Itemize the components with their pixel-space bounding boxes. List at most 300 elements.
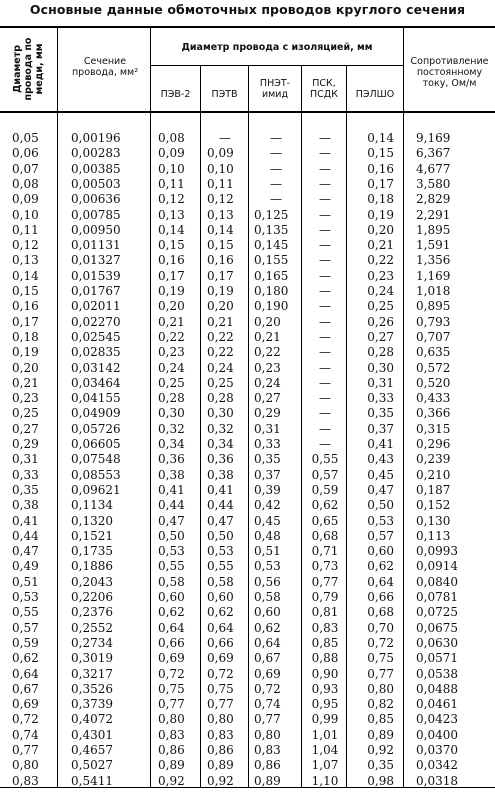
cell-psk: — bbox=[319, 161, 331, 176]
cell-psk: — bbox=[319, 299, 331, 314]
cell-section: 0,09621 bbox=[71, 482, 121, 497]
cell-resistance: 0,239 bbox=[416, 452, 451, 467]
cell-petv: 0,58 bbox=[207, 574, 234, 589]
cell-pnet: 0,21 bbox=[254, 329, 281, 344]
table-row bbox=[0, 468, 495, 483]
cell-petv: 0,30 bbox=[207, 406, 234, 421]
cell-pev2: 0,86 bbox=[158, 743, 185, 757]
cell-pnet: 0,64 bbox=[254, 635, 281, 650]
cell-section: 0,00385 bbox=[71, 161, 121, 176]
cell-diameter-copper: 0,09 bbox=[12, 192, 39, 207]
cell-pev2: 0,60 bbox=[158, 590, 185, 604]
cell-psk: — bbox=[319, 146, 331, 161]
cell-diameter-copper: 0,49 bbox=[12, 559, 39, 574]
cell-pelsho: 0,89 bbox=[367, 727, 394, 742]
table-row bbox=[0, 529, 495, 544]
cell-pelsho: 0,21 bbox=[367, 238, 394, 253]
cell-resistance: 0,0488 bbox=[416, 681, 458, 696]
cell-diameter-copper: 0,69 bbox=[12, 697, 39, 712]
table-row bbox=[0, 621, 495, 636]
table-row bbox=[0, 177, 495, 192]
cell-pnet: 0,155 bbox=[254, 253, 289, 268]
cell-pelsho: 0,35 bbox=[367, 406, 394, 421]
cell-diameter-copper: 0,08 bbox=[12, 176, 39, 191]
cell-psk: 0,83 bbox=[311, 620, 339, 635]
cell-section: 0,04909 bbox=[71, 406, 121, 421]
table-row bbox=[0, 590, 495, 605]
cell-pnet: — bbox=[270, 176, 282, 191]
cell-resistance: 0,0914 bbox=[416, 559, 458, 574]
cell-pnet: 0,67 bbox=[254, 651, 281, 666]
table-row bbox=[0, 651, 495, 666]
cell-pelsho: 0,20 bbox=[367, 222, 394, 237]
cell-petv: 0,86 bbox=[207, 743, 234, 757]
cell-pelsho: 0,45 bbox=[367, 467, 394, 482]
cell-psk: 0,79 bbox=[311, 590, 339, 604]
cell-psk: 0,73 bbox=[311, 559, 339, 574]
table-row bbox=[0, 376, 495, 391]
cell-psk: 0,81 bbox=[311, 605, 339, 620]
cell-pelsho: 0,16 bbox=[367, 161, 394, 176]
cell-resistance: 3,580 bbox=[416, 176, 451, 191]
cell-resistance: 1,895 bbox=[416, 222, 451, 237]
cell-psk: 0,59 bbox=[311, 482, 339, 497]
cell-pev2: 0,77 bbox=[158, 697, 185, 712]
cell-pelsho: 0,22 bbox=[367, 253, 394, 268]
cell-psk: 0,90 bbox=[311, 666, 339, 681]
cell-petv: 0,38 bbox=[207, 467, 234, 482]
table-row bbox=[0, 284, 495, 299]
cell-psk: 0,62 bbox=[311, 498, 339, 513]
cell-pnet: 0,77 bbox=[254, 712, 281, 727]
cell-psk: 0,71 bbox=[311, 544, 339, 559]
cell-pnet: — bbox=[270, 161, 282, 176]
cell-resistance: 0,0423 bbox=[416, 712, 458, 727]
header-pelsho: ПЭЛШО bbox=[355, 89, 395, 100]
cell-psk: — bbox=[319, 437, 331, 451]
cell-psk: 0,88 bbox=[311, 651, 339, 666]
header-petv: ПЭТВ bbox=[211, 89, 238, 100]
table-row bbox=[0, 743, 495, 758]
cell-psk: — bbox=[319, 375, 331, 390]
cell-resistance: 2,291 bbox=[416, 207, 451, 222]
cell-psk: 0,77 bbox=[311, 574, 339, 589]
cell-psk: — bbox=[319, 360, 331, 375]
cell-pev2: 0,22 bbox=[158, 329, 185, 344]
cell-section: 0,1735 bbox=[71, 544, 113, 559]
cell-pev2: 0,55 bbox=[158, 559, 185, 574]
table-row bbox=[0, 345, 495, 360]
cell-diameter-copper: 0,72 bbox=[12, 712, 39, 727]
cell-psk: — bbox=[319, 314, 331, 329]
cell-pnet: 0,45 bbox=[254, 513, 281, 528]
cell-pnet: 0,180 bbox=[254, 284, 289, 298]
table-row bbox=[0, 452, 495, 467]
cell-psk: — bbox=[319, 345, 331, 360]
cell-resistance: 0,0571 bbox=[416, 651, 458, 666]
cell-pelsho: 0,24 bbox=[367, 284, 394, 298]
header-resistance: Сопротивление постоянному току, Ом/м bbox=[410, 56, 489, 89]
cell-pnet: 0,60 bbox=[254, 605, 281, 620]
cell-psk: — bbox=[319, 222, 331, 237]
cell-petv: 0,69 bbox=[207, 651, 234, 666]
cell-pev2: 0,15 bbox=[158, 238, 185, 253]
cell-psk: 1,10 bbox=[311, 773, 339, 788]
cell-section: 0,3526 bbox=[71, 681, 113, 696]
cell-pev2: 0,08 bbox=[158, 131, 185, 145]
cell-pelsho: 0,53 bbox=[367, 513, 394, 528]
cell-diameter-copper: 0,35 bbox=[12, 482, 39, 497]
cell-resistance: 0,793 bbox=[416, 314, 451, 329]
header-pev2: ПЭВ-2 bbox=[160, 89, 191, 100]
table-row bbox=[0, 697, 495, 712]
cell-pelsho: 0,23 bbox=[367, 268, 394, 283]
cell-pnet: 0,53 bbox=[254, 559, 281, 574]
cell-resistance: 4,677 bbox=[416, 161, 451, 176]
cell-pnet: 0,125 bbox=[254, 207, 289, 222]
cell-section: 0,1521 bbox=[71, 528, 113, 543]
header-pnet-imid: ПНЭТ- имид bbox=[259, 78, 291, 100]
cell-diameter-copper: 0,15 bbox=[12, 284, 39, 298]
cell-pev2: 0,66 bbox=[158, 635, 185, 650]
cell-section: 0,01131 bbox=[71, 238, 121, 253]
cell-section: 0,1886 bbox=[71, 559, 113, 574]
cell-pev2: 0,28 bbox=[158, 391, 185, 406]
cell-pelsho: 0,80 bbox=[367, 681, 394, 696]
cell-pev2: 0,16 bbox=[158, 253, 185, 268]
cell-petv: 0,15 bbox=[207, 238, 234, 253]
cell-resistance: 1,169 bbox=[416, 268, 451, 283]
cell-diameter-copper: 0,18 bbox=[12, 329, 39, 344]
table-row bbox=[0, 437, 495, 452]
cell-psk: 1,07 bbox=[311, 758, 339, 773]
cell-diameter-copper: 0,27 bbox=[12, 421, 39, 436]
table-title: Основные данные обмоточных проводов круглого сечения bbox=[29, 2, 466, 17]
cell-pelsho: 0,70 bbox=[367, 620, 394, 635]
cell-pev2: 0,75 bbox=[158, 681, 185, 696]
cell-diameter-copper: 0,12 bbox=[12, 238, 39, 253]
cell-diameter-copper: 0,57 bbox=[12, 620, 39, 635]
cell-resistance: 1,356 bbox=[416, 253, 451, 268]
table-row bbox=[0, 682, 495, 697]
table-row bbox=[0, 514, 495, 529]
cell-diameter-copper: 0,20 bbox=[12, 360, 39, 375]
cell-petv: 0,89 bbox=[207, 758, 234, 773]
table-row bbox=[0, 131, 495, 146]
cell-diameter-copper: 0,23 bbox=[12, 391, 39, 406]
cell-pelsho: 0,98 bbox=[367, 773, 394, 788]
cell-pev2: 0,11 bbox=[158, 176, 185, 191]
cell-petv: 0,12 bbox=[207, 192, 234, 207]
cell-pev2: 0,83 bbox=[158, 727, 185, 742]
cell-petv: 0,80 bbox=[207, 712, 234, 727]
cell-section: 0,3019 bbox=[71, 651, 113, 666]
cell-resistance: 0,572 bbox=[416, 360, 451, 375]
cell-psk: — bbox=[319, 131, 331, 145]
cell-pev2: 0,32 bbox=[158, 421, 185, 436]
cell-pev2: 0,14 bbox=[158, 222, 185, 237]
cell-resistance: 0,0840 bbox=[416, 574, 458, 589]
cell-pev2: 0,41 bbox=[158, 482, 185, 497]
table-row bbox=[0, 712, 495, 727]
cell-psk: 0,93 bbox=[311, 681, 339, 696]
table-row bbox=[0, 728, 495, 743]
cell-section: 0,00196 bbox=[71, 131, 121, 145]
table-row bbox=[0, 299, 495, 314]
table-row bbox=[0, 162, 495, 177]
cell-petv: 0,14 bbox=[207, 222, 234, 237]
header-section: Сечение провода, мм² bbox=[71, 56, 139, 78]
cell-section: 0,5027 bbox=[71, 758, 113, 773]
cell-pnet: 0,23 bbox=[254, 360, 281, 375]
cell-pnet: 0,62 bbox=[254, 620, 281, 635]
cell-diameter-copper: 0,83 bbox=[12, 773, 39, 788]
cell-diameter-copper: 0,33 bbox=[12, 467, 39, 482]
cell-pelsho: 0,27 bbox=[367, 329, 394, 344]
cell-pnet: 0,190 bbox=[254, 299, 289, 314]
cell-diameter-copper: 0,17 bbox=[12, 314, 39, 329]
cell-section: 0,08553 bbox=[71, 467, 121, 482]
cell-pnet: 0,42 bbox=[254, 498, 281, 513]
cell-pev2: 0,23 bbox=[158, 345, 185, 360]
cell-petv: 0,47 bbox=[207, 513, 234, 528]
cell-section: 0,3739 bbox=[71, 697, 113, 712]
cell-resistance: 0,0781 bbox=[416, 590, 458, 604]
cell-section: 0,06605 bbox=[71, 437, 121, 451]
table-row bbox=[0, 636, 495, 651]
cell-section: 0,01327 bbox=[71, 253, 121, 268]
cell-section: 0,2043 bbox=[71, 574, 113, 589]
cell-section: 0,4301 bbox=[71, 727, 113, 742]
cell-petv: 0,44 bbox=[207, 498, 234, 513]
cell-petv: 0,17 bbox=[207, 268, 234, 283]
cell-pnet: 0,83 bbox=[254, 743, 281, 757]
cell-resistance: 1,591 bbox=[416, 238, 451, 253]
cell-pelsho: 0,35 bbox=[367, 758, 394, 773]
cell-pelsho: 0,18 bbox=[367, 192, 394, 207]
cell-pev2: 0,62 bbox=[158, 605, 185, 620]
cell-pnet: 0,74 bbox=[254, 697, 281, 712]
cell-psk: — bbox=[319, 253, 331, 268]
cell-petv: 0,10 bbox=[207, 161, 234, 176]
cell-pev2: 0,44 bbox=[158, 498, 185, 513]
cell-diameter-copper: 0,80 bbox=[12, 758, 39, 773]
cell-pelsho: 0,92 bbox=[367, 743, 394, 757]
cell-pelsho: 0,77 bbox=[367, 666, 394, 681]
cell-section: 0,4072 bbox=[71, 712, 113, 727]
cell-pnet: — bbox=[270, 131, 282, 145]
table-row bbox=[0, 498, 495, 513]
cell-pnet: 0,80 bbox=[254, 727, 281, 742]
cell-section: 0,01539 bbox=[71, 268, 121, 283]
cell-pev2: 0,92 bbox=[158, 773, 185, 788]
cell-resistance: 1,018 bbox=[416, 284, 451, 298]
cell-diameter-copper: 0,64 bbox=[12, 666, 39, 681]
cell-resistance: 0,707 bbox=[416, 329, 451, 344]
cell-section: 0,00636 bbox=[71, 192, 121, 207]
cell-diameter-copper: 0,07 bbox=[12, 161, 39, 176]
table-row bbox=[0, 315, 495, 330]
cell-diameter-copper: 0,44 bbox=[12, 528, 39, 543]
cell-diameter-copper: 0,47 bbox=[12, 544, 39, 559]
cell-resistance: 0,0461 bbox=[416, 697, 458, 712]
cell-diameter-copper: 0,14 bbox=[12, 268, 39, 283]
cell-section: 0,3217 bbox=[71, 666, 113, 681]
cell-diameter-copper: 0,41 bbox=[12, 513, 39, 528]
cell-diameter-copper: 0,38 bbox=[12, 498, 39, 513]
cell-section: 0,02545 bbox=[71, 329, 121, 344]
cell-pev2: 0,21 bbox=[158, 314, 185, 329]
table-row bbox=[0, 208, 495, 223]
cell-pnet: 0,20 bbox=[254, 314, 281, 329]
cell-resistance: 0,0318 bbox=[416, 773, 458, 788]
cell-pelsho: 0,37 bbox=[367, 421, 394, 436]
cell-resistance: 0,0400 bbox=[416, 727, 458, 742]
cell-pelsho: 0,85 bbox=[367, 712, 394, 727]
cell-resistance: 0,315 bbox=[416, 421, 451, 436]
cell-pnet: 0,89 bbox=[254, 773, 281, 788]
cell-pev2: 0,17 bbox=[158, 268, 185, 283]
cell-section: 0,00283 bbox=[71, 146, 121, 161]
table-row bbox=[0, 361, 495, 376]
cell-diameter-copper: 0,11 bbox=[12, 222, 39, 237]
cell-resistance: 0,296 bbox=[416, 437, 451, 451]
table-row bbox=[0, 667, 495, 682]
cell-pelsho: 0,14 bbox=[367, 131, 394, 145]
cell-resistance: 0,130 bbox=[416, 513, 451, 528]
cell-section: 0,2376 bbox=[71, 605, 113, 620]
cell-psk: — bbox=[319, 207, 331, 222]
table-row bbox=[0, 330, 495, 345]
cell-pelsho: 0,30 bbox=[367, 360, 394, 375]
cell-diameter-copper: 0,29 bbox=[12, 437, 39, 451]
table-row bbox=[0, 238, 495, 253]
cell-resistance: 0,0675 bbox=[416, 620, 458, 635]
cell-pnet: 0,35 bbox=[254, 452, 281, 467]
table-row bbox=[0, 544, 495, 559]
cell-pelsho: 0,72 bbox=[367, 635, 394, 650]
cell-petv: 0,20 bbox=[207, 299, 234, 314]
cell-pev2: 0,47 bbox=[158, 513, 185, 528]
cell-pelsho: 0,33 bbox=[367, 391, 394, 406]
table-row bbox=[0, 774, 495, 789]
cell-pelsho: 0,43 bbox=[367, 452, 394, 467]
cell-pev2: 0,69 bbox=[158, 651, 185, 666]
cell-pelsho: 0,17 bbox=[367, 176, 394, 191]
cell-pelsho: 0,50 bbox=[367, 498, 394, 513]
cell-section: 0,00785 bbox=[71, 207, 121, 222]
cell-pev2: 0,12 bbox=[158, 192, 185, 207]
cell-petv: 0,55 bbox=[207, 559, 234, 574]
header-subrule bbox=[150, 65, 403, 66]
cell-pev2: 0,19 bbox=[158, 284, 185, 298]
cell-section: 0,00950 bbox=[71, 222, 121, 237]
cell-resistance: 0,0630 bbox=[416, 635, 458, 650]
cell-diameter-copper: 0,53 bbox=[12, 590, 39, 604]
cell-pev2: 0,20 bbox=[158, 299, 185, 314]
cell-pnet: 0,72 bbox=[254, 681, 281, 696]
cell-pev2: 0,72 bbox=[158, 666, 185, 681]
cell-pelsho: 0,28 bbox=[367, 345, 394, 360]
cell-psk: — bbox=[319, 268, 331, 283]
cell-pelsho: 0,41 bbox=[367, 437, 394, 451]
cell-psk: 0,99 bbox=[311, 712, 339, 727]
cell-resistance: 0,0538 bbox=[416, 666, 458, 681]
cell-pelsho: 0,25 bbox=[367, 299, 394, 314]
cell-diameter-copper: 0,13 bbox=[12, 253, 39, 268]
table-row bbox=[0, 422, 495, 437]
cell-pelsho: 0,31 bbox=[367, 375, 394, 390]
cell-pnet: 0,165 bbox=[254, 268, 289, 283]
cell-section: 0,02270 bbox=[71, 314, 121, 329]
cell-pnet: 0,27 bbox=[254, 391, 281, 406]
cell-pnet: 0,145 bbox=[254, 238, 289, 253]
cell-pnet: 0,58 bbox=[254, 590, 281, 604]
cell-resistance: 0,520 bbox=[416, 375, 451, 390]
cell-petv: 0,41 bbox=[207, 482, 234, 497]
table-row bbox=[0, 406, 495, 421]
cell-petv: 0,25 bbox=[207, 375, 234, 390]
cell-psk: 0,68 bbox=[311, 528, 339, 543]
cell-section: 0,2206 bbox=[71, 590, 113, 604]
cell-pnet: 0,24 bbox=[254, 375, 281, 390]
cell-pnet: 0,86 bbox=[254, 758, 281, 773]
cell-resistance: 0,0370 bbox=[416, 743, 458, 757]
cell-psk: 0,57 bbox=[311, 467, 339, 482]
cell-pelsho: 0,64 bbox=[367, 574, 394, 589]
cell-section: 0,01767 bbox=[71, 284, 121, 298]
cell-resistance: 0,895 bbox=[416, 299, 451, 314]
cell-psk: — bbox=[319, 406, 331, 421]
cell-psk: — bbox=[319, 421, 331, 436]
cell-resistance: 6,367 bbox=[416, 146, 451, 161]
header-top-rule bbox=[0, 26, 495, 28]
cell-resistance: 0,0342 bbox=[416, 758, 458, 773]
cell-pelsho: 0,19 bbox=[367, 207, 394, 222]
cell-resistance: 0,366 bbox=[416, 406, 451, 421]
cell-pnet: 0,33 bbox=[254, 437, 281, 451]
cell-petv: 0,83 bbox=[207, 727, 234, 742]
cell-pnet: 0,29 bbox=[254, 406, 281, 421]
cell-resistance: 0,0993 bbox=[416, 544, 458, 559]
cell-pev2: 0,58 bbox=[158, 574, 185, 589]
cell-pev2: 0,34 bbox=[158, 437, 185, 451]
table-row bbox=[0, 269, 495, 284]
cell-resistance: 9,169 bbox=[416, 131, 451, 145]
cell-petv: 0,60 bbox=[207, 590, 234, 604]
cell-petv: 0,19 bbox=[207, 284, 234, 298]
cell-petv: 0,66 bbox=[207, 635, 234, 650]
cell-petv: 0,72 bbox=[207, 666, 234, 681]
cell-pev2: 0,80 bbox=[158, 712, 185, 727]
cell-diameter-copper: 0,31 bbox=[12, 452, 39, 467]
cell-psk: 0,95 bbox=[311, 697, 339, 712]
cell-petv: 0,62 bbox=[207, 605, 234, 620]
cell-psk: — bbox=[319, 284, 331, 298]
cell-petv: 0,50 bbox=[207, 528, 234, 543]
cell-resistance: 0,187 bbox=[416, 482, 451, 497]
cell-pnet: 0,22 bbox=[254, 345, 281, 360]
cell-pnet: — bbox=[270, 146, 282, 161]
cell-section: 0,4657 bbox=[71, 743, 113, 757]
cell-diameter-copper: 0,19 bbox=[12, 345, 39, 360]
cell-diameter-copper: 0,62 bbox=[12, 651, 39, 666]
cell-pelsho: 0,75 bbox=[367, 651, 394, 666]
cell-section: 0,2552 bbox=[71, 620, 113, 635]
cell-diameter-copper: 0,59 bbox=[12, 635, 39, 650]
cell-petv: 0,75 bbox=[207, 681, 234, 696]
cell-petv: 0,92 bbox=[207, 773, 234, 788]
